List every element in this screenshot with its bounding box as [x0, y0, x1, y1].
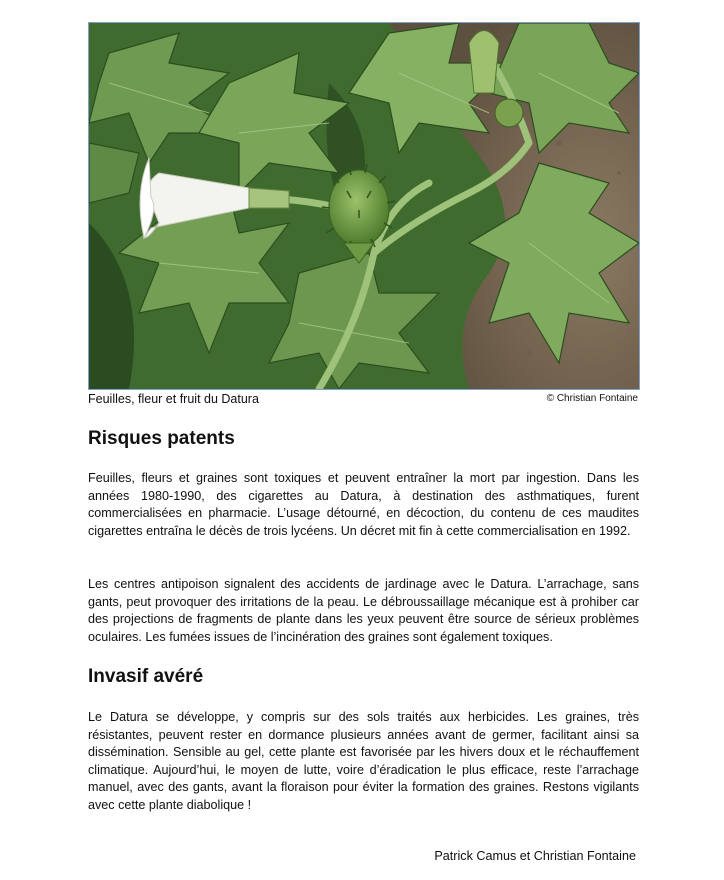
figure-caption: Feuilles, fleur et fruit du Datura — [88, 392, 259, 406]
section2-paragraph1: Le Datura se développe, y compris sur des sols traités aux herbicides. Les graines, très résistantes, peuvent rester en dormance plusieurs années avant de germer, facilitant ainsi sa dissémination. Sensible au gel, cette plante est favorisée par les hivers doux et le réchauffement climatique. Aujourd’hui, le moyen de lutte, voire d’éradication le plus efficace, reste l’arrachage manuel, avec des gants, avant la floraison pour éviter la formation des graines. Restons vigilants avec cette plante diabolique ! — [88, 710, 639, 812]
author-signature: Patrick Camus et Christian Fontaine — [434, 849, 636, 863]
section1-paragraph2: Les centres antipoison signalent des accidents de jardinage avec le Datura. L’arrachage, sans gants, peut provoquer des irritations de la peau. Le débroussaillage mécanique est à prohiber car des projections de fragments de plante dans les yeux peuvent être source de sérieux problèmes oculaires. Les fumées issues de l’incinération des graines sont également toxiques. — [88, 577, 639, 644]
photo-credit: © Christian Fontaine — [546, 393, 638, 404]
section-heading-invasif: Invasif avéré — [88, 666, 204, 687]
figure-caption-row — [88, 392, 640, 408]
section1-paragraph1: Feuilles, fleurs et graines sont toxiques et peuvent entraîner la mort par ingestion. Dans les années 1980-1990, des cigarettes au Datura, à destination des asthmatiques, furent commercialisées en pharmacie. L’usage détourné, en décoction, du contenu de ces maudites cigarettes entraîna le décès de trois lycéens. Un décret mit fin à cette commercialisation en 1992. — [88, 471, 639, 538]
datura-photo — [88, 22, 640, 390]
section-heading-risques: Risques patents — [88, 428, 235, 449]
